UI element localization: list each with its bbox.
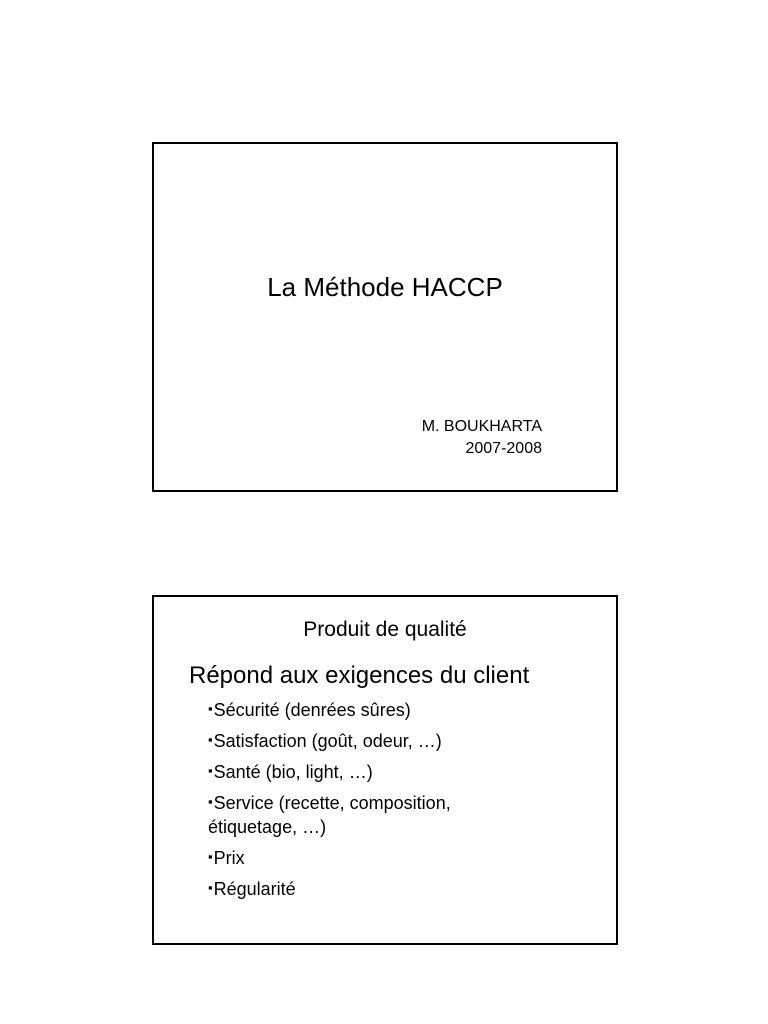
- slide-1-title: La Méthode HACCP: [267, 272, 503, 302]
- slide-2-title: Produit de qualité: [303, 618, 467, 641]
- slide-1: [152, 142, 618, 492]
- academic-year: 2007-2008: [465, 440, 542, 457]
- slide-2: [152, 595, 618, 945]
- bullet-item: ▪ Prix: [208, 845, 528, 870]
- author-name: M. BOUKHARTA: [421, 418, 542, 435]
- bullet-item: ▪ Satisfaction (goût, odeur, …): [208, 728, 528, 753]
- bullet-item: ▪ Santé (bio, light, …): [208, 759, 528, 784]
- bullet-item: ▪ Service (recette, composition, étiquetage, …): [208, 790, 528, 839]
- slide-2-heading: Répond aux exigences du client: [189, 662, 530, 689]
- slide-1-author-block: [422, 416, 542, 460]
- bullet-list: [208, 697, 528, 907]
- bullet-item: ▪ Sécurité (denrées sûres): [208, 697, 528, 722]
- bullet-item: ▪ Régularité: [208, 876, 528, 901]
